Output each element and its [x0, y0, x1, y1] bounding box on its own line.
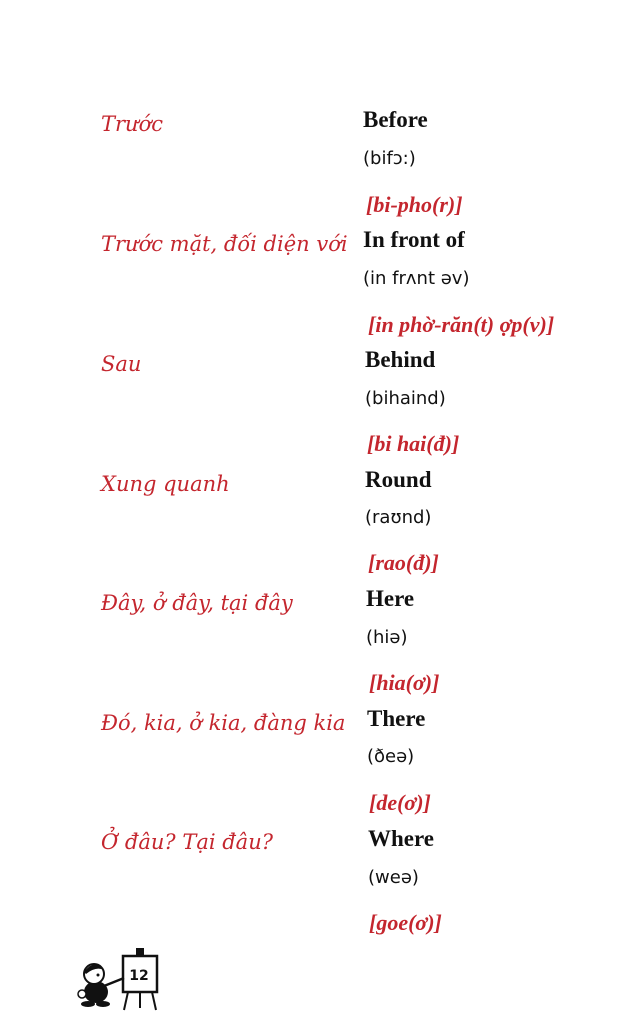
vietnamese-term: Xung quanh	[101, 472, 230, 496]
vietnamese-term: Đây, ở đây, tại đây	[101, 591, 293, 615]
vietnamese-term: Trước mặt, đối diện với	[101, 232, 348, 256]
ipa-transcription: (bihaind)	[365, 388, 446, 409]
vietnamese-term: Trước	[101, 112, 163, 136]
ipa-transcription: (weə)	[368, 867, 419, 888]
vietnamese-term: Đó, kia, ở kia, đàng kia	[101, 711, 346, 735]
vietnamese-term: Ở đâu? Tại đâu?	[101, 830, 273, 854]
vietnamese-pronunciation: [hia(ơ)]	[369, 670, 440, 695]
english-word: In front of	[363, 227, 465, 252]
ipa-transcription: (ðeə)	[367, 746, 415, 767]
ipa-transcription: (raʊnd)	[365, 507, 432, 528]
english-word: Where	[368, 826, 435, 851]
ipa-transcription: (hiə)	[366, 627, 408, 648]
ipa-transcription: (in frʌnt əv)	[363, 268, 470, 289]
vietnamese-pronunciation: [rao(đ)]	[368, 550, 439, 575]
vietnamese-pronunciation: [de(ơ)]	[369, 790, 431, 815]
english-word: Before	[363, 107, 428, 132]
vietnamese-pronunciation: [bi hai(đ)]	[367, 431, 460, 456]
ipa-transcription: (bifɔ:)	[363, 148, 416, 169]
english-word: Behind	[365, 347, 436, 372]
vietnamese-term: Sau	[101, 352, 142, 376]
english-word: There	[367, 706, 426, 731]
vietnamese-pronunciation: [goe(ơ)]	[369, 910, 442, 935]
vietnamese-pronunciation: [in phờ-răn(t) ợp(v)]	[368, 312, 555, 337]
page-number: 12	[129, 968, 149, 984]
english-word: Round	[365, 467, 432, 492]
english-word: Here	[366, 586, 415, 611]
vietnamese-pronunciation: [bi-pho(r)]	[366, 192, 463, 217]
